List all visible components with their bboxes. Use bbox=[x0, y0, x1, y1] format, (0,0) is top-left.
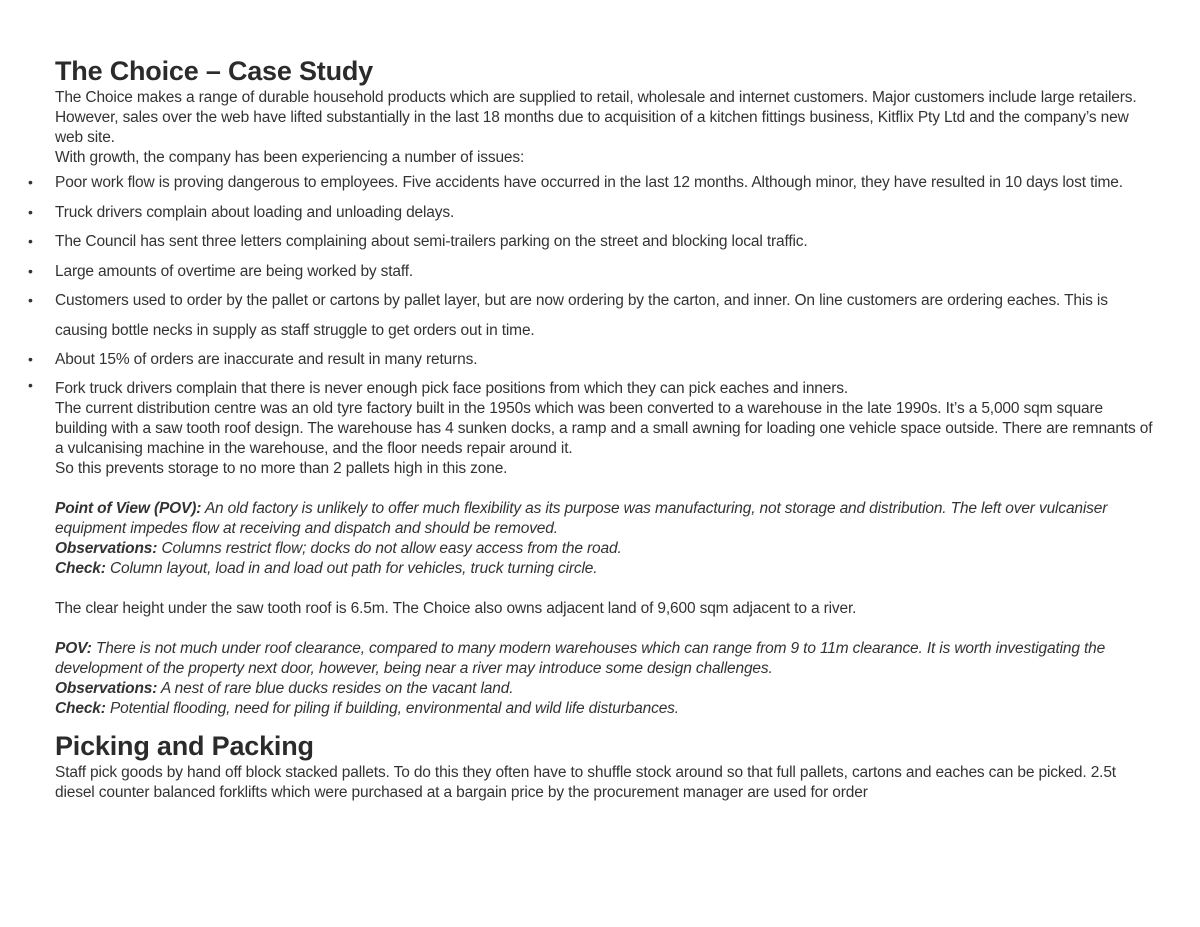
bullet-icon: • bbox=[28, 203, 33, 220]
storage-limit-paragraph: So this prevents storage to no more than 2 pallets high in this zone. bbox=[55, 459, 508, 477]
bullet-icon: • bbox=[28, 262, 33, 279]
pov-note-2 bbox=[55, 639, 1155, 719]
pov-text: An old factory is unlikely to offer much flexibility as its purpose was manufacturing, not storage and distribution. The left over vulcaniser equipment impedes flow at receiving and dispatch and should be removed. bbox=[55, 499, 1108, 537]
check-text: Potential flooding, need for piling if building, environmental and wild life disturbances. bbox=[105, 699, 679, 717]
building-paragraph: The current distribution centre was an old tyre factory built in the 1950s which was been converted to a warehouse in the late 1990s. It’s a 5,000 sqm square building with a saw tooth roof design. The warehouse has 4 sunken docks, a ramp and a small awning for loading one vehicle space outside. There are remnants of a vulcanising machine in the warehouse, and the floor needs repair around it. bbox=[55, 399, 1153, 457]
list-item: • The Council has sent three letters complaining about semi-trailers parking on the street and blocking local traffic. bbox=[55, 227, 1155, 257]
check-text: Column layout, load in and load out path for vehicles, truck turning circle. bbox=[105, 559, 598, 577]
pov-label: POV: bbox=[55, 639, 92, 657]
list-item: • Large amounts of overtime are being worked by staff. bbox=[55, 257, 1155, 287]
observations-line bbox=[55, 539, 1155, 559]
pov-note-1 bbox=[55, 499, 1155, 579]
observations-line bbox=[55, 679, 1155, 699]
observations-label: Observations: bbox=[55, 679, 158, 697]
clear-height-paragraph: The clear height under the saw tooth roof is 6.5m. The Choice also owns adjacent land of 9,600 sqm adjacent to a river. bbox=[55, 599, 857, 617]
list-item: • Customers used to order by the pallet or cartons by pallet layer, but are now ordering by the carton, and inner. On line customers are ordering eaches. This is causing bottle necks in supply as staff struggle to get orders out in time. bbox=[55, 286, 1155, 345]
intro-paragraph: The Choice makes a range of durable household products which are supplied to retail, wholesale and internet customers. Major customers include large retailers. However, sales over the web have lifted substantially in the last 18 months due to acquisition of a kitchen fittings business, Kitflix Pty Ltd and the company’s new web site. bbox=[55, 89, 1137, 146]
observations-text: Columns restrict flow; docks do not allow easy access from the road. bbox=[157, 539, 622, 557]
pov-label: Point of View (POV): bbox=[55, 499, 202, 517]
page-title: The Choice – Case Study bbox=[55, 56, 373, 86]
check-label: Check: bbox=[55, 699, 106, 717]
list-item: • About 15% of orders are inaccurate and result in many returns. bbox=[55, 345, 1155, 375]
list-item: • Fork truck drivers complain that there is never enough pick face positions from which they can pick eaches and inners. bbox=[28, 376, 849, 397]
bullet-icon: • bbox=[28, 174, 33, 190]
check-line bbox=[55, 699, 1155, 719]
bullet-icon: • bbox=[28, 292, 33, 308]
list-item: • Poor work flow is proving dangerous to employees. Five accidents have occurred in the last 12 months. Although minor, they have resulted in 10 days lost time. bbox=[55, 168, 1155, 198]
section-title-picking-packing: Picking and Packing bbox=[55, 730, 314, 761]
observations-label: Observations: bbox=[55, 539, 158, 557]
bullet-icon: • bbox=[28, 233, 33, 249]
intro-issues-lead: With growth, the company has been experiencing a number of issues: bbox=[55, 149, 525, 166]
pov-line bbox=[55, 639, 1155, 679]
bullet-icon: • bbox=[28, 376, 33, 393]
document-body bbox=[28, 54, 1155, 803]
check-line bbox=[55, 559, 1155, 579]
pov-line bbox=[55, 499, 1155, 539]
picking-paragraph: Staff pick goods by hand off block stacked pallets. To do this they often have to shuffle stock around so that full pallets, cartons and eaches can be picked. 2.5t diesel counter balanced forklifts which were purchased at a bargain price by the procurement manager are used for order bbox=[55, 763, 1116, 801]
list-item: • Truck drivers complain about loading and unloading delays. bbox=[55, 198, 1155, 228]
check-label: Check: bbox=[55, 559, 106, 577]
bullet-icon: • bbox=[28, 351, 33, 367]
observations-text: A nest of rare blue ducks resides on the vacant land. bbox=[157, 679, 514, 697]
pov-text: There is not much under roof clearance, compared to many modern warehouses which can range from 9 to 11m clearance. It is worth investigating the development of the property next door, however, being near a river may introduce some design challenges. bbox=[55, 639, 1106, 677]
issues-list bbox=[28, 168, 1155, 399]
